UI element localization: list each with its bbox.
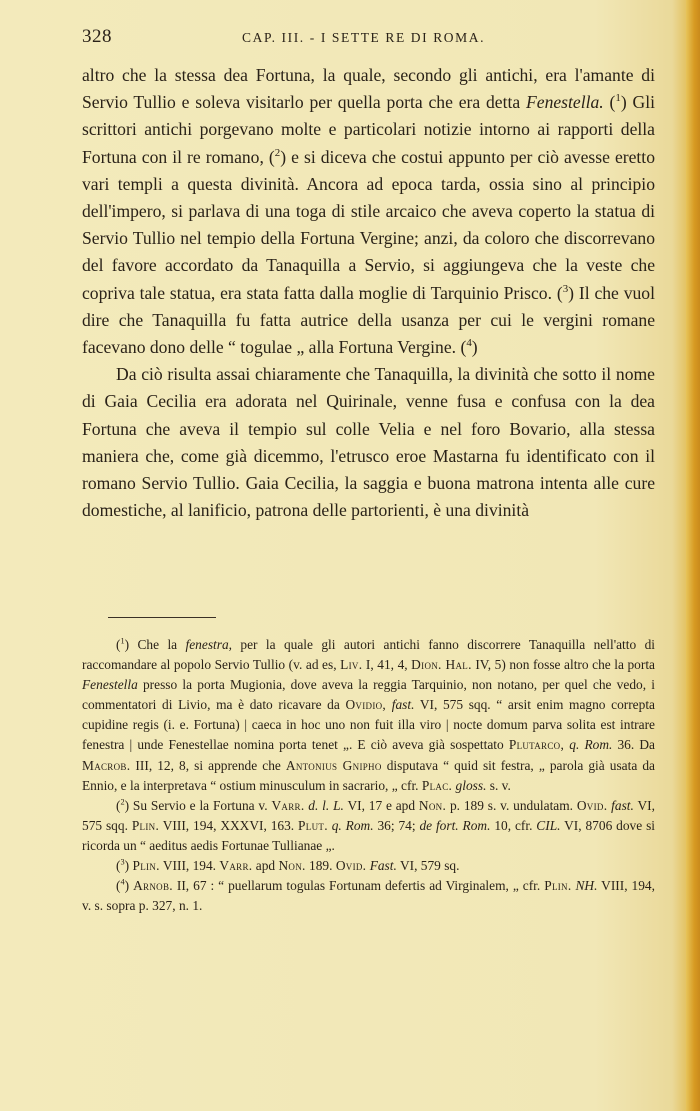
footnote-3: ($^3$) Plin. VIII, 194. Varr. apd Non. 189. Ovid. Fast. VI, 579 sq. <box>116 857 460 874</box>
page-edge <box>686 0 700 1111</box>
footnote-ref-1: 1 <box>615 92 621 105</box>
footnote-2: ($^2$) Su Servio e la Fortuna v. Varr. d. l. L. VI, 17 e apd Non. p. 189 s. v. undulatam. Ovid. fast. VI, 575 sqq. Plin. VIII, 194, XXXVI, 163. Plut. q. Rom. 36; 74; de fort. Rom. 10, cfr. CIL. VI, 8706 dove si ricorda un “ aeditus aedis Fortunae Tullianae „. <box>82 797 655 853</box>
page-number: 328 <box>82 26 112 47</box>
footnote-ref-4: 4 <box>466 337 472 350</box>
footnotes <box>82 635 655 916</box>
paragraph-2: Da ciò risulta assai chiaramente che Tanaquilla, la divinità che sotto il nome di Gaia Cecilia era adorata nel Quirinale, venne fusa e confusa con la dea Fortuna che aveva il tempio sul colle Velia e nel foro Bovario, alla stessa maniera che, come già dicemmo, l'etrusco eroe Mastarna fu identificato con il romano Servio Tullio. Gaia Cecilia, la saggia e buona matrona intenta alle cure domestiche, al lanificio, patrona delle partorienti, è una divinità <box>82 364 655 521</box>
main-text <box>82 62 655 524</box>
footnote-1: ($^1$) Che la fenestra, per la quale gli autori antichi fanno discorrere Tanaquilla nell'atto di raccomandare al popolo Servio Tullio (v. ad es, Liv. I, 41, 4, Dion. Hal. IV, 5) non fosse altro che la porta Fenestella presso la porta Mugionia, dove aveva la reggia Tarquinio, non notano, per quel che vedo, i commentatori di Livio, ma è dato ricavare da Ovidio, fast. VI, 575 sqq. “ arsit enim magno correpta cupidine regis (i. e. Fortuna) | caeca in hoc uno non fuit illa viro | nocte domum parva solita est intrare fenestra | unde Fenestellae nomina porta tenet „. E ciò aveva già sospettato Plutarco, q. Rom. 36. Da Macrob. III, 12, 8, si apprende che Antonius Gnipho disputava “ quid sit festra, „ parola già usata da Ennio, e la interpretava “ ostium minusculum in sacrario, „ cfr. Plac. gloss. s. v. <box>82 636 655 793</box>
paragraph-1: altro che la stessa dea Fortuna, la quale, secondo gli antichi, era l'amante di Servio Tullio e soleva visitarlo per quella porta che era detta Fenestella. ($^1$) Gli scrittori antichi porgevano molte e particolari notizie intorno ai rapporti della Fortuna con il re romano, ($^2$) e si diceva che costui appunto per ciò avesse eretto vari templi a questa divinità. Ancora ad epoca tarda, ossia sino al principio dell'impero, si parlava di una toga di stile arcaico che aveva coperto la statua di Servio Tullio nel tempio della Fortuna Vergine; anzi, da coloro che discorrevano del favore accordato da Tanaquilla a Servio, si aggiungeva che la veste che copriva tale statua, era stata fatta dalla moglie di Tarquinio Prisco. ($^3$) Il che vuol dire che Tanaquilla fu fatta autrice della usanza per cui le vergini romane facevano dono delle “ togulae „ alla Fortuna Vergine. ($^4$) <box>82 65 655 358</box>
footnote-ref-2: 2 <box>274 146 281 159</box>
running-title: CAP. III. - I SETTE RE DI ROMA. <box>242 30 486 45</box>
footnote-4: ($^4$) Arnob. II, 67 : “ puellarum togulas Fortunam defertis ad Virginalem, „ cfr. Plin. NH. VIII, 194, v. s. sopra p. 327, n. 1. <box>82 877 655 914</box>
page-header <box>82 26 657 50</box>
footnote-divider <box>108 617 216 618</box>
footnote-ref-3: 3 <box>562 282 569 295</box>
